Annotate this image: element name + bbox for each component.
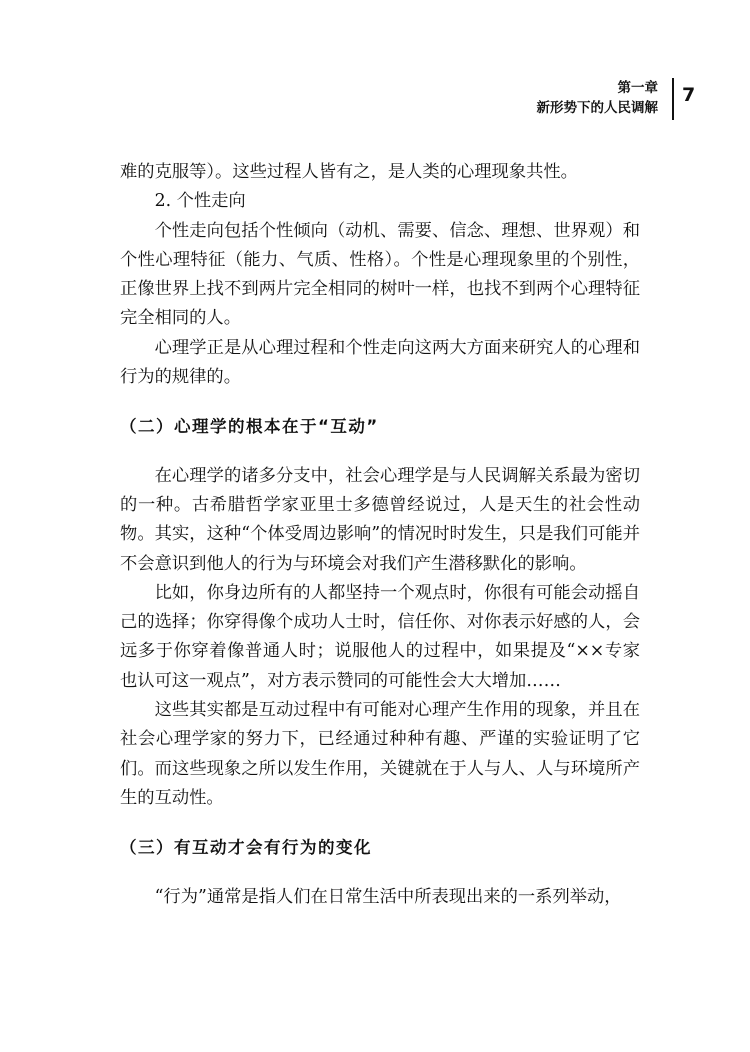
chapter-title: 新形势下的人民调解 bbox=[536, 100, 658, 116]
chapter-label: 第一章 bbox=[617, 80, 658, 96]
page-body bbox=[120, 158, 640, 912]
paragraph: 这些其实都是互动过程中有可能对心理产生作用的现象，并且在社会心理学家的努力下，已经通过种种有趣、严谨的实验证明了它们。而这些现象之所以发生作用，关键就在于人与人、人与环境所产生的互动性。 bbox=[120, 700, 640, 808]
section-heading-3: （三）有互动才会有行为的变化 bbox=[120, 838, 372, 858]
running-header bbox=[537, 78, 659, 118]
paragraph: 比如，你身边所有的人都坚持一个观点时，你很有可能会动摇自己的选择；你穿得像个成功人士时，信任你、对你表示好感的人，会远多于你穿着像普通人时；说服他人的过程中，如果提及“××专家也认可这一观点”，对方表示赞同的可能性会大大增加…… bbox=[120, 582, 640, 691]
subheading-personality: 2. 个性走向 bbox=[154, 191, 246, 212]
header-divider bbox=[672, 78, 674, 120]
page-number: 7 bbox=[682, 84, 696, 106]
paragraph: 心理学正是从心理过程和个性走向这两大方面来研究人的心理和行为的规律的。 bbox=[120, 337, 640, 388]
paragraph: “行为”通常是指人们在日常生活中所表现出来的一系列举动， bbox=[154, 886, 622, 907]
paragraph: 个性走向包括个性倾向（动机、需要、信念、理想、世界观）和个性心理特征（能力、气质、性格）。个性是心理现象里的个别性，正像世界上找不到两片完全相同的树叶一样，也找不到两个心理特征完全相同的人。 bbox=[120, 220, 640, 329]
section-heading-2: （二）心理学的根本在于“互动” bbox=[120, 417, 379, 437]
paragraph: 难的克服等）。这些过程人皆有之，是人类的心理现象共性。 bbox=[120, 162, 578, 182]
paragraph: 在心理学的诸多分支中，社会心理学是与人民调解关系最为密切的一种。古希腊哲学家亚里士多德曾经说过，人是天生的社会性动物。其实，这种“个体受周边影响”的情况时时发生，只是我们可能并不会意识到他人的行为与环境会对我们产生潜移默化的影响。 bbox=[120, 465, 640, 574]
